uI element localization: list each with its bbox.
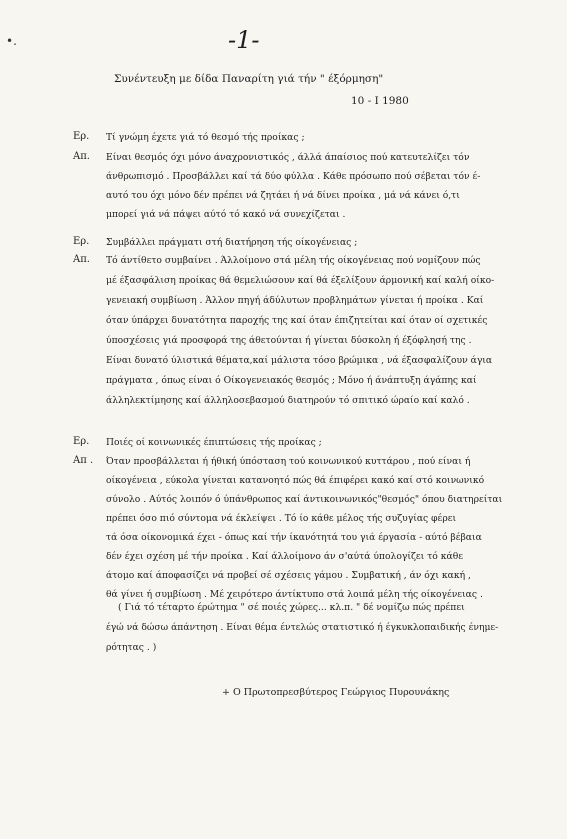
question-label: Ερ. bbox=[73, 131, 90, 142]
typewritten-page: •. -1- Συνέντευξη με δίδα Παναρίτη γιά τήν " έξόρμηση" 10 - I 1980 Ερ. Τί γνώμη έχετε γιά τό θεσμό τής προίκας ; Απ. Είναι θεσμός όχι μόνο άναχρονιστικός , άλλά άπαίσιος πού κατευτελίζει τόν άνθρωπισμό . Προσβάλλει καί τά δύο φύλλα . Κάθε πρόσωπο πού σέβεται τόν έ- αυτό του όχι μόνο δέν πρέπει νά ζητάει ή νά δίνει προίκα , μά νά κάνει ό,τι μπορεί γιά νά πάψει αύτό τό κακό νά συνεχίζεται . Ερ. Συμβάλλει πράγματι στή διατήρηση τής οίκογένειας ; Απ. Τό άντίθετο συμβαίνει . Άλλοίμονο στά μέλη τής οίκογένειας πού νομίζουν πώς μέ έξασφάλιση προίκας θά θεμελιώσουν καί θά έξελίξουν άρμονική καί καλή οίκο- γενειακή συμβίωση . Άλλον πηγή άδύλυτων προβλημάτων γίνεται ή προίκα . Καί όταν ύπάρχει δυνατότητα παροχής της καί όταν έπιζητείται καί όταν οί σχετικές ύποσχέσεις γιά προσφορά της άθετούνται ή γίνεται δύσκολη ή έξόφλησή της . Είναι δυνατό ύλιστικά θέματα,καί μάλιστα τόσο βρώμικα , νά έξασφαλίζουν άγια πράγματα , όπως είναι ό Οίκογενειακός θεσμός ; Μόνο ή άνάπτυξη άγάπης καί άλληλεκτίμησης καί άλληλοσεβασμού διατηρούν τό σπιτικό ώραίο καί καλό . Ερ. Ποιές οί κοινωνικές έπιπτώσεις τής προίκας ; Απ . Όταν προσβάλλεται ή ήθική ύπόσταση τού κοινωνικού κυττάρου , πού είναι ή οίκογένεια , εύκολα γίνεται κατανοητό πώς θά έπιφέρει κακό καί στό κοινωνικό σύνολο . Αύτός λοιπόν ό ύπάνθρωπος καί άντικοινωνικός"θεσμός" όπου διατηρείται πρέπει όσο πιό σύντομα νά έκλείψει . Τό ίο κάθε μέλος τής συζυγίας φέρει τά όσα οίκονομικά έχει - όπως καί τήν ίκανότητά του γιά έργασία - αύτό βέβαια δέν έχει σχέση μέ τήν προίκα . Καί άλλοίμονο άν σ'αύτά ύπολογίζει τό κάθε άτομο καί άποφασίζει νά προβεί σέ σχέσεις γάμου . Συμβατική , άν όχι κακή , θά γίνει ή συμβίωση . Μέ χειρότερο άντίκτυπο στά λοιπά μέλη τής οίκογένειας . ( Γιά τό τέταρτο έρώτημα " σέ ποιές χώρες... κλ.π. " δέ νομίζω πώς πρέπει έγώ νά δώσω άπάντηση . Είναι θέμα έντελώς στατιστικό ή έγκυκλοπαιδικής ένημε- ρότητας . ) + Ο Πρωτοπρεσβύτερος Γεώργιος Πυρουνάκης bbox=[0, 0, 567, 839]
answer-label: Απ. bbox=[73, 151, 90, 162]
answer-label: Απ. bbox=[73, 254, 90, 265]
signature: + Ο Πρωτοπρεσβύτερος Γεώργιος Πυρουνάκης bbox=[222, 687, 450, 698]
margin-mark: •. bbox=[6, 34, 17, 48]
question-label: Ερ. bbox=[73, 436, 90, 447]
document-date: 10 - I 1980 bbox=[351, 95, 409, 107]
page-number: -1- bbox=[228, 26, 260, 54]
question-label: Ερ. bbox=[73, 236, 90, 247]
document-title: Συνέντευξη με δίδα Παναρίτη γιά τήν " έξόρμηση" bbox=[114, 73, 384, 85]
answer-label: Απ . bbox=[73, 455, 94, 466]
